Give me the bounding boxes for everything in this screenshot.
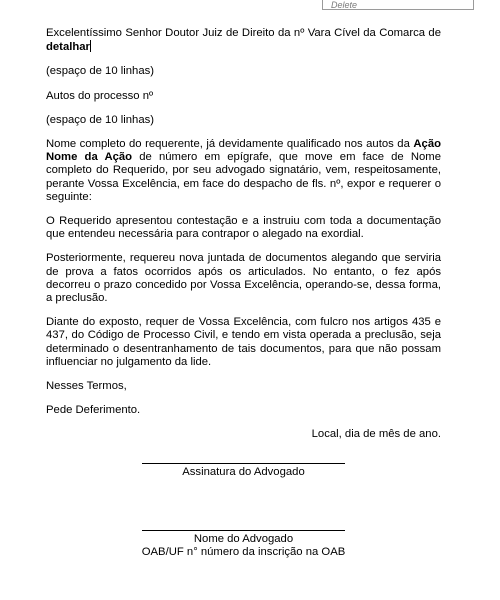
heading-text: Excelentíssimo Senhor Doutor Juiz de Direito da nº Vara Cível da Comarca de (46, 27, 441, 39)
closing-terms: Nesses Termos, (46, 380, 127, 393)
paragraph-1-text: Nome completo do requerente, já devidamente qualificado nos autos da (46, 138, 414, 151)
paragraph-4: Diante do exposto, requer de Vossa Excelência, com fulcro nos artigos 435 e 437, do Código de Processo Civil, e tendo em vista operada a preclusão, seja determinado o desentranhamento de tais documentos, para que não possam influenciar no julgamento da lide. (46, 316, 441, 368)
lawyer-signature-block (142, 463, 345, 479)
spacing-note-2: (espaço de 10 linhas) (46, 113, 155, 126)
closing-request: Pede Deferimento. (46, 404, 141, 417)
delete-button[interactable] (322, 0, 474, 10)
heading-bold: detalhar (46, 41, 90, 54)
heading (46, 27, 441, 54)
delete-label: Delete (331, 0, 358, 10)
autos-line: Autos do processo nº (46, 89, 154, 102)
paragraph-3: Posteriormente, requereu nova juntada de documentos alegando que serviria de prova a fatos ocorridos após os articulados. No entanto, o fez após decorreu o prazo concedido por Vossa Excelência, operando-se, dessa forma, a preclusão. (46, 252, 441, 305)
paragraph-2: O Requerido apresentou contestação e a instruiu com toda a documentação que entendeu necessária para contrapor o alegado na exordial. (46, 215, 441, 241)
lawyer-name-block (120, 530, 367, 559)
spacing-note-1: (espaço de 10 linhas) (46, 65, 155, 78)
name-line (142, 530, 345, 531)
place-date: Local, dia de mês de ano. (311, 428, 441, 441)
paragraph-1-text-2: de número em epígrafe, que move em face de Nome completo do Requerido, por seu advogado signatário, vem, respeitosamente, perante Vossa Excelência, em face do despacho de fls. nº, expor e requerer o seguinte: (46, 151, 441, 203)
signature-label: Assinatura do Advogado (182, 466, 305, 478)
oab-number: OAB/UF n° número da inscrição na OAB (141, 546, 346, 559)
document-body (46, 27, 441, 442)
signature-line (142, 463, 345, 464)
action-name: Ação Nome da Ação (46, 138, 441, 164)
lawyer-name: Nome do Advogado (193, 533, 294, 545)
text-cursor (90, 40, 91, 52)
paragraph-1 (46, 138, 441, 204)
